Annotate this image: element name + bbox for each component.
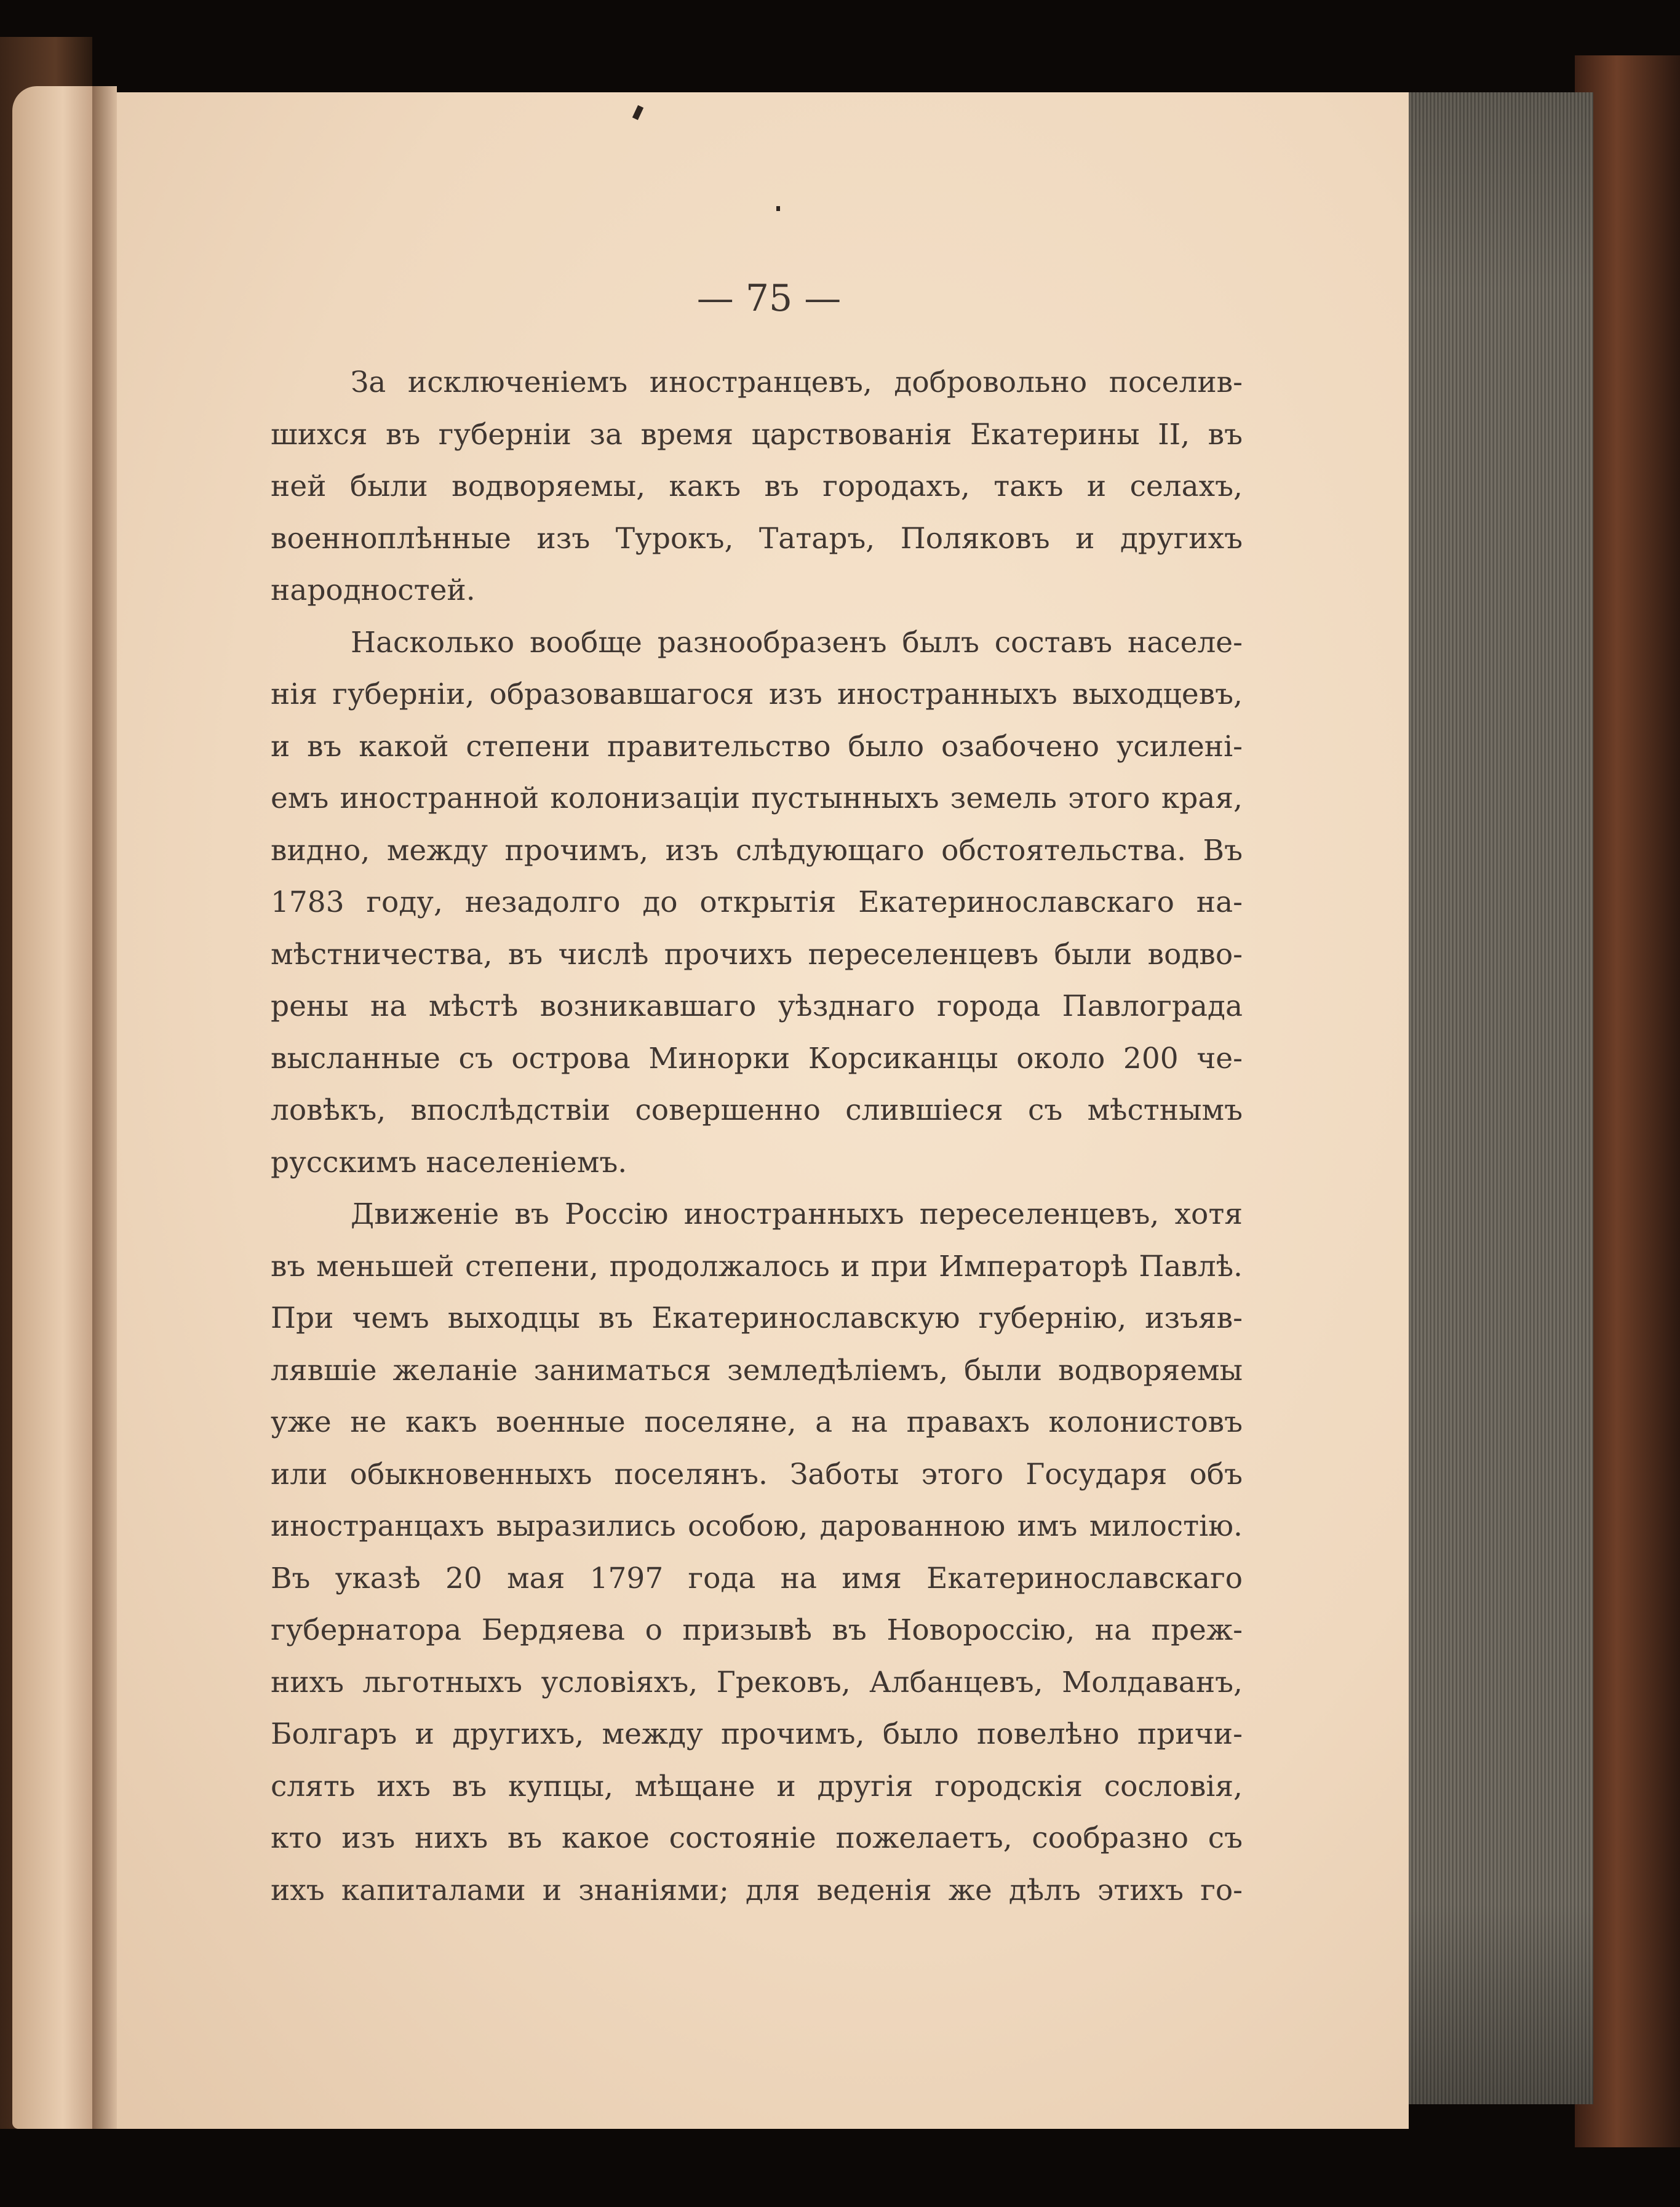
- text-line: Болгаръ и другихъ, между прочимъ, было повелѣно причи-: [271, 1717, 1243, 1751]
- text-line: емъ иностранной колонизаціи пустынныхъ земель этого края,: [271, 781, 1243, 815]
- text-line: губернатора Бердяева о призывѣ въ Новороссію, на преж-: [271, 1613, 1243, 1647]
- text-line: Движеніе въ Россію иностранныхъ переселенцевъ, хотя: [351, 1197, 1243, 1231]
- text-line: и въ какой степени правительство было озабочено усиленi-: [271, 729, 1243, 764]
- previous-page-edge: [12, 86, 105, 2129]
- text-line: видно, между прочимъ, изъ слѣдующаго обстоятельства. Въ: [271, 833, 1243, 868]
- paragraph-1: [271, 357, 1243, 617]
- text-line: рены на мѣстѣ возникавшаго уѣзднаго города Павлограда: [271, 989, 1243, 1023]
- text-line: или обыкновенныхъ поселянъ. Заботы этого Государя объ: [271, 1457, 1243, 1491]
- page-block-shadow: [1409, 92, 1593, 2104]
- text-line: Насколько вообще разнообразенъ былъ составъ населе-: [351, 625, 1243, 660]
- text-line: военноплѣнные изъ Турокъ, Татаръ, Поляковъ и другихъ: [271, 521, 1243, 556]
- text-line: слять ихъ въ купцы, мѣщане и другія городскія сословія,: [271, 1769, 1243, 1803]
- ink-speck: [776, 206, 780, 211]
- text-line: иностранцахъ выразились особою, дарованною имъ милостію.: [271, 1509, 1243, 1543]
- text-line: шихся въ губерніи за время царствованія Екатерины II, въ: [271, 417, 1243, 452]
- text-line: ихъ капиталами и знаніями; для веденія же дѣлъ этихъ го-: [271, 1873, 1243, 1907]
- text-line: нія губерніи, образовавшагося изъ иностранныхъ выходцевъ,: [271, 677, 1243, 711]
- text-line: За исключеніемъ иностранцевъ, добровольно поселив-: [351, 365, 1243, 399]
- page-body: [271, 357, 1243, 1917]
- text-line: 1783 году, незадолго до открытія Екатеринославскаго на-: [271, 885, 1243, 919]
- text-line: мѣстничества, въ числѣ прочихъ переселенцевъ были водво-: [271, 937, 1243, 972]
- text-line: При чемъ выходцы въ Екатеринославскую губернію, изъяв-: [271, 1301, 1243, 1335]
- book-gutter: [92, 86, 117, 2129]
- text-line: высланные съ острова Минорки Корсиканцы около 200 че-: [271, 1041, 1243, 1076]
- text-line: народностей.: [271, 573, 476, 607]
- paragraph-3: [271, 1189, 1243, 1917]
- text-line: ловѣкъ, впослѣдствіи совершенно слившіеся съ мѣстнымъ: [271, 1093, 1243, 1127]
- text-line: въ меньшей степени, продолжалось и при Императорѣ Павлѣ.: [271, 1249, 1243, 1283]
- text-line: нихъ льготныхъ условіяхъ, Грековъ, Албанцевъ, Молдаванъ,: [271, 1665, 1243, 1699]
- text-line: ней были водворяемы, какъ въ городахъ, такъ и селахъ,: [271, 469, 1243, 503]
- paragraph-2: [271, 617, 1243, 1189]
- text-line: русскимъ населеніемъ.: [271, 1145, 627, 1179]
- text-line: лявшіе желаніе заниматься земледѣліемъ, были водворяемы: [271, 1353, 1243, 1387]
- text-line: кто изъ нихъ въ какое состояніе пожелаетъ, сообразно съ: [271, 1821, 1243, 1855]
- text-line: уже не какъ военные поселяне, а на правахъ колонистовъ: [271, 1405, 1243, 1439]
- page-number: — 75 —: [696, 277, 842, 320]
- text-line: Въ указѣ 20 мая 1797 года на имя Екатеринославскаго: [271, 1561, 1243, 1595]
